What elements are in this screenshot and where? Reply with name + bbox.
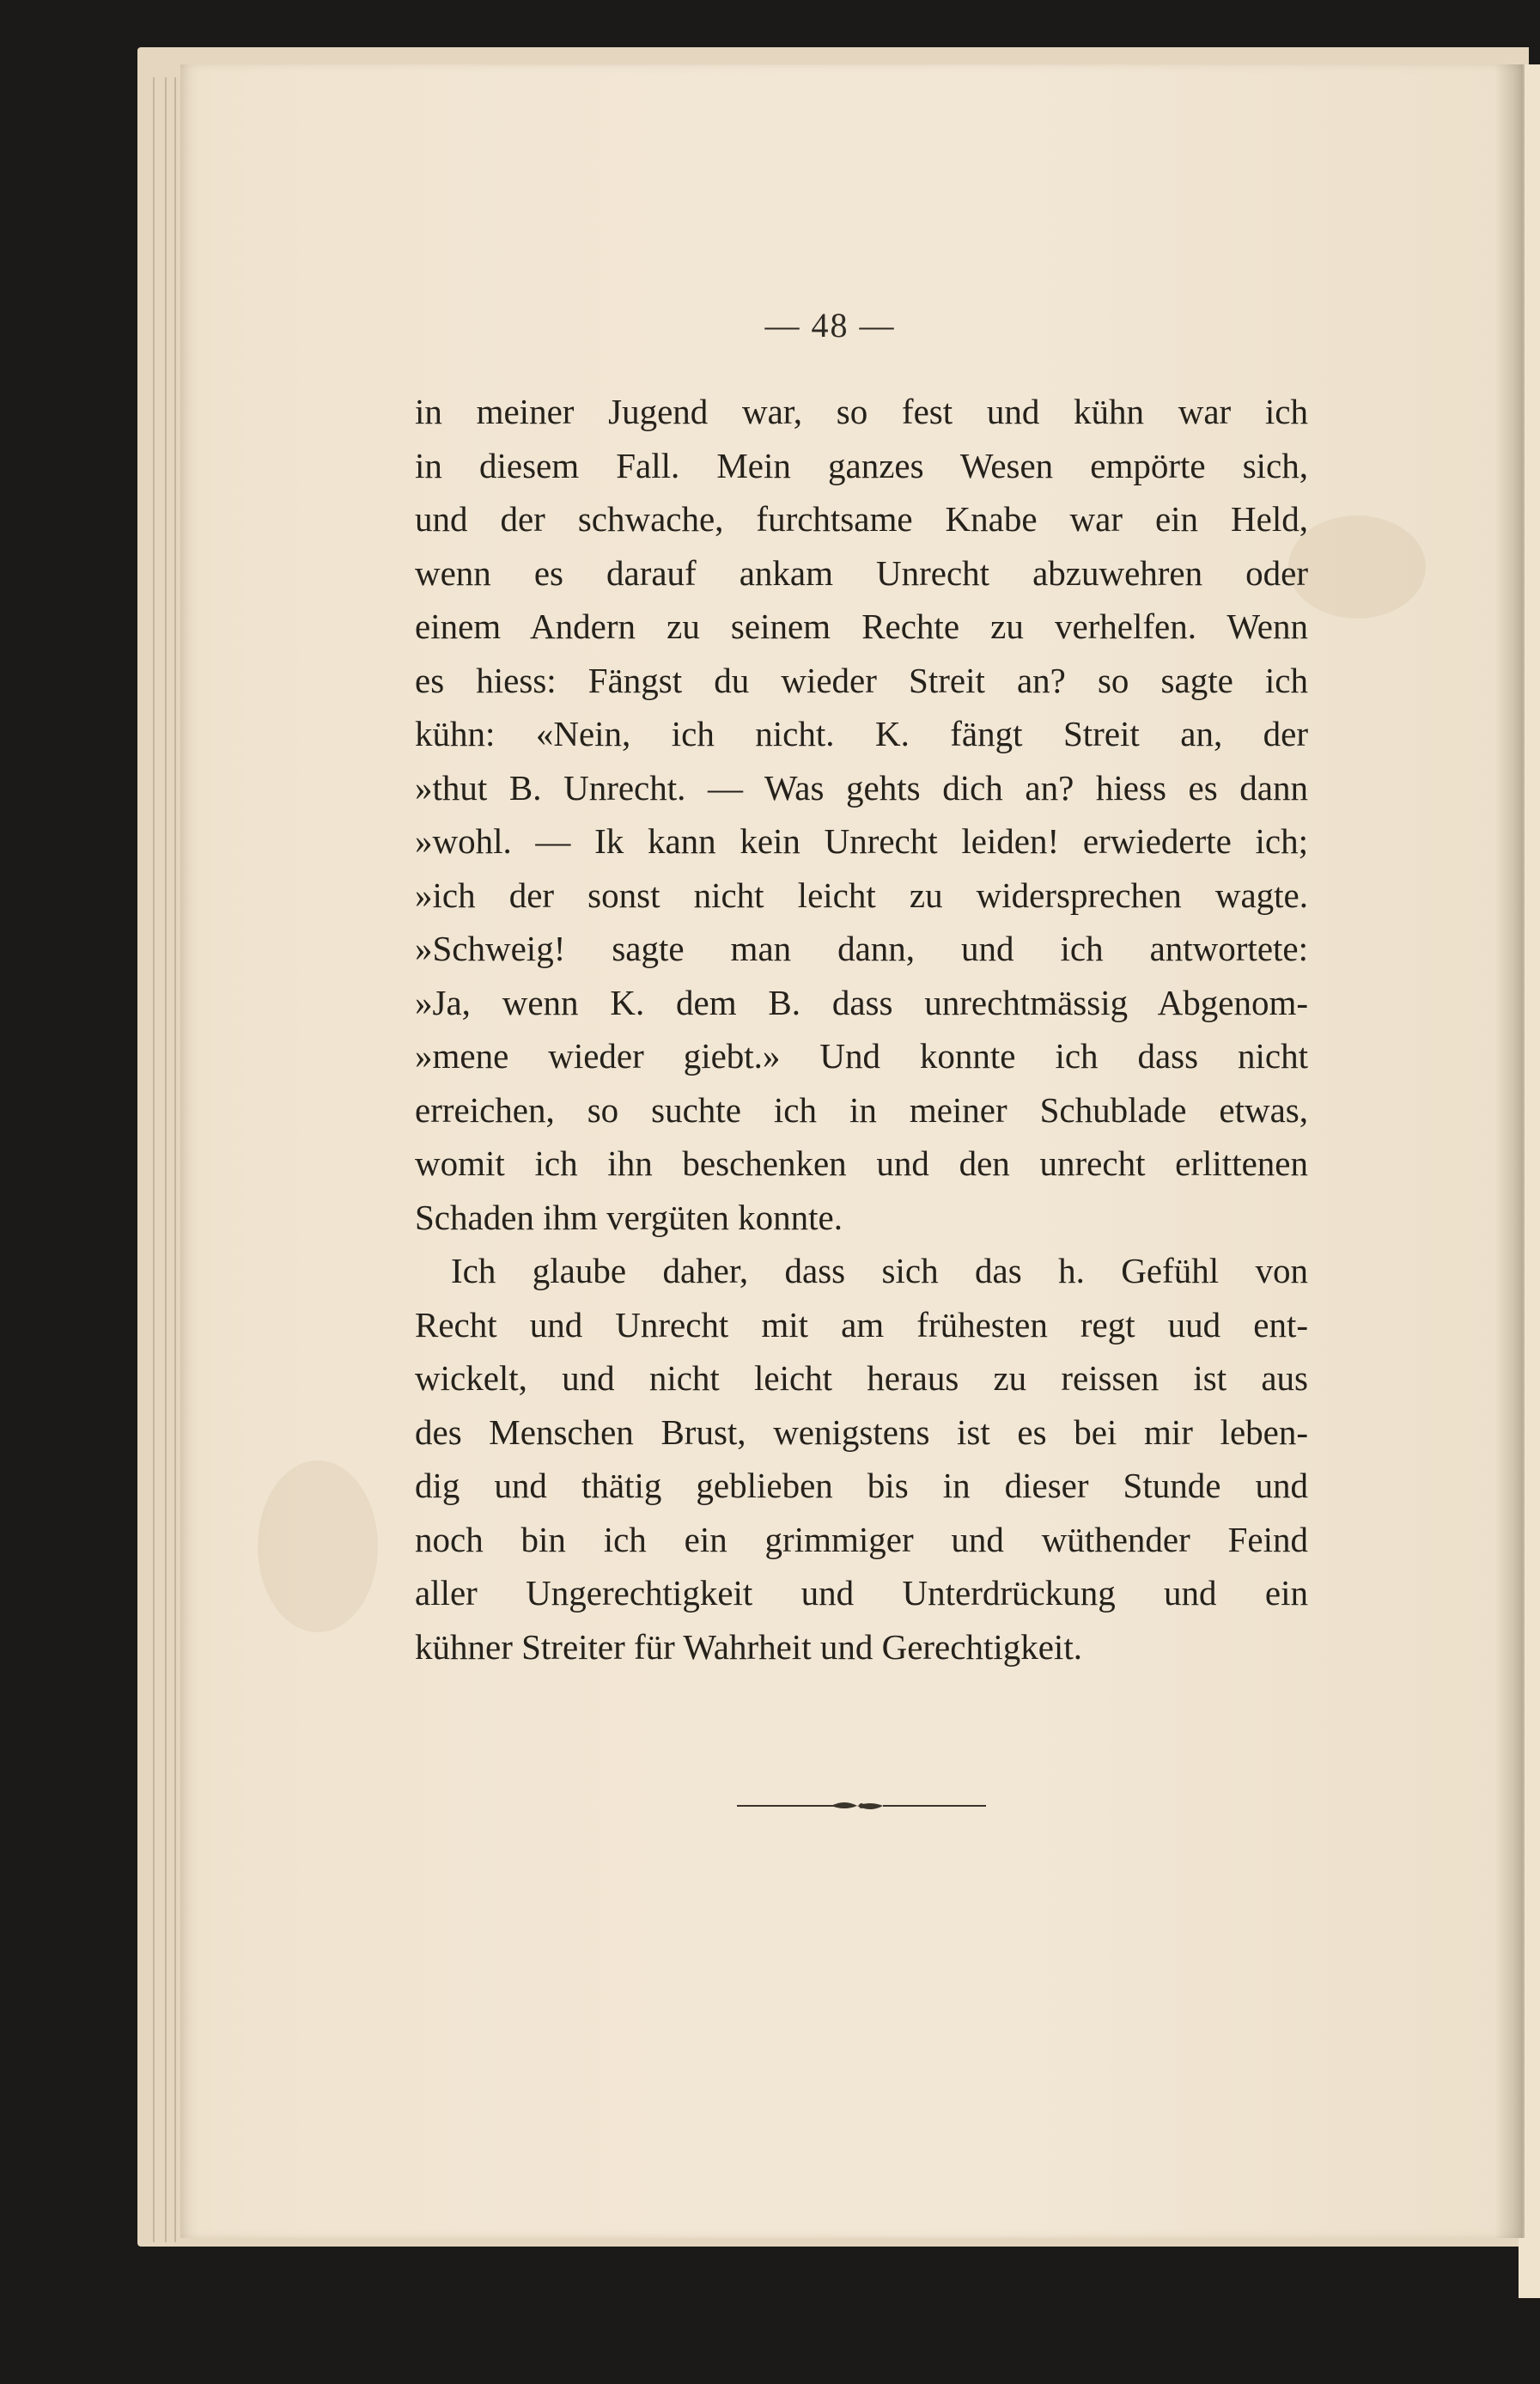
text-line: es hiess: Fängst du wieder Streit an? so sagte ich bbox=[415, 660, 1308, 700]
text-line: »thut B. Unrecht. — Was gehts dich an? hiess es dann bbox=[415, 767, 1308, 808]
text-line: Ich glaube daher, dass sich das h. Gefühl von bbox=[451, 1251, 1308, 1290]
text-line: des Menschen Brust, wenigstens ist es bei mir leben- bbox=[415, 1411, 1308, 1452]
text-line: in diesem Fall. Mein ganzes Wesen empörte sich, bbox=[415, 445, 1308, 485]
text-line: »ich der sonst nicht leicht zu widersprechen wagte. bbox=[415, 875, 1308, 915]
page-edge-line bbox=[153, 77, 155, 2242]
paper-stain bbox=[1288, 515, 1426, 619]
text-line: Recht und Unrecht mit am frühesten regt uud ent- bbox=[415, 1304, 1308, 1344]
text-line: »wohl. — Ik kann kein Unrecht leiden! erwiederte ich; bbox=[415, 821, 1308, 861]
text-line: noch bin ich ein grimmiger und wüthender Feind bbox=[415, 1519, 1308, 1559]
tailpiece-ornament-icon bbox=[737, 1797, 986, 1814]
text-line: kühner Streiter für Wahrheit und Gerechtigkeit. bbox=[415, 1626, 1082, 1667]
text-line: aller Ungerechtigkeit und Unterdrückung und ein bbox=[415, 1573, 1308, 1613]
page-edge-line bbox=[174, 77, 176, 2242]
text-line: dig und thätig geblieben bis in dieser Stunde und bbox=[415, 1466, 1308, 1505]
text-line: und der schwache, furchtsame Knabe war ein Held, bbox=[415, 499, 1308, 539]
paper-stain bbox=[258, 1460, 378, 1632]
text-line: »Schweig! sagte man dann, und ich antwortete: bbox=[415, 929, 1308, 968]
text-line: kühn: «Nein, ich nicht. K. fängt Streit an, der bbox=[415, 714, 1308, 753]
text-line: wenn es darauf ankam Unrecht abzuwehren oder bbox=[415, 552, 1308, 593]
text-line: »mene wieder giebt.» Und konnte ich dass nicht bbox=[415, 1036, 1308, 1076]
text-line: in meiner Jugend war, so fest und kühn war ich bbox=[415, 392, 1308, 431]
text-line: womit ich ihn beschenken und den unrecht erlittenen bbox=[415, 1143, 1308, 1183]
text-line: einem Andern zu seinem Rechte zu verhelfen. Wenn bbox=[415, 607, 1308, 646]
text-line: erreichen, so suchte ich in meiner Schublade etwas, bbox=[415, 1089, 1308, 1130]
text-line: Schaden ihm vergüten konnte. bbox=[415, 1197, 843, 1237]
body-text bbox=[415, 385, 1308, 1674]
page-edge-line bbox=[165, 77, 167, 2242]
page-number: — 48 — bbox=[764, 306, 896, 344]
gutter-shadow bbox=[1494, 64, 1525, 2238]
text-line: wickelt, und nicht leicht heraus zu reissen ist aus bbox=[415, 1358, 1308, 1398]
text-line: »Ja, wenn K. dem B. dass unrechtmässig Abgenom- bbox=[415, 982, 1308, 1022]
